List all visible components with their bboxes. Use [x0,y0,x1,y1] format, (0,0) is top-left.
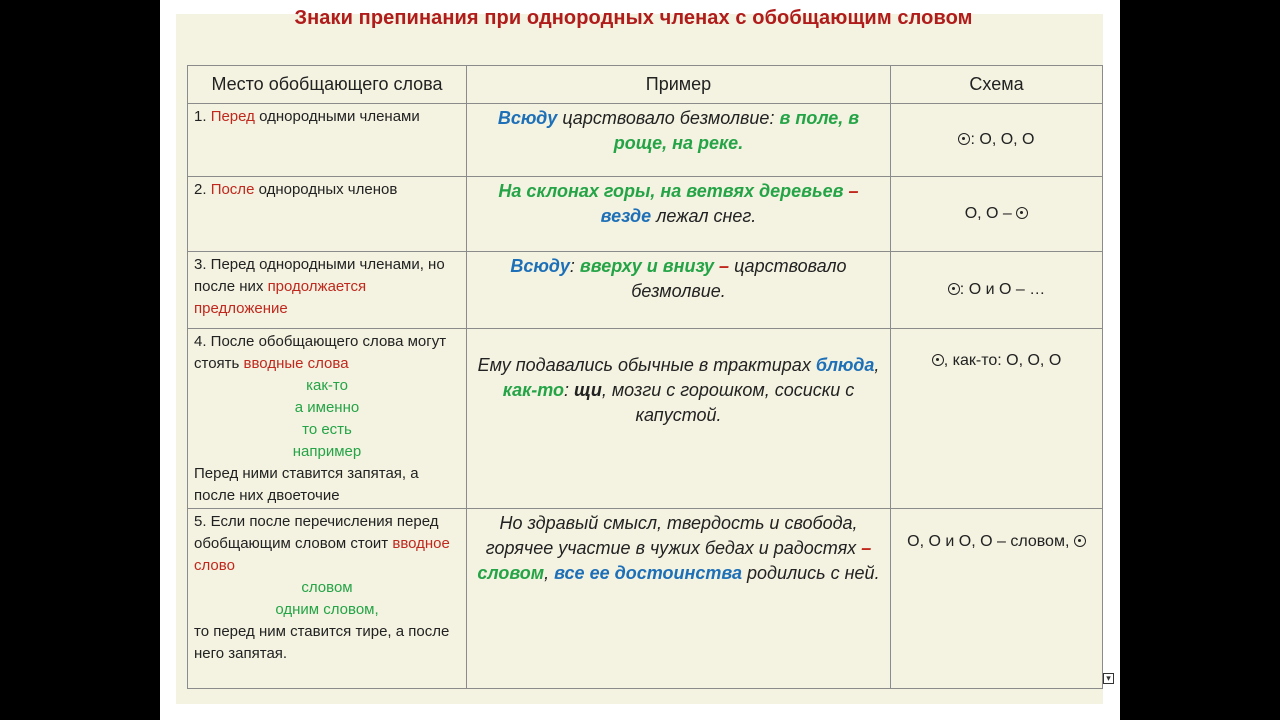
table-row [188,329,1103,509]
introductory-word: словом [301,579,353,596]
introductory-word: то есть [302,421,352,438]
punctuation: : [563,380,574,400]
general-word-icon [1074,535,1086,547]
rule-number: 2. [194,181,211,198]
slide [160,0,1120,720]
introductory-word: одним словом, [275,601,379,618]
rule-keyword: продолжается предложение [194,278,367,317]
example-text: царствовало безмолвие. [631,256,847,301]
punctuation: – [714,256,735,276]
rule-text: 4. После обобщающего слова могут стоять [194,333,447,372]
scheme-cell [891,104,1103,177]
introductory-word: а именно [294,399,360,416]
rule-text: то перед ним ставится тире, а после него запятая. [194,623,450,662]
rule-keyword: Перед [210,108,255,125]
introductory-word: как-то [306,377,348,394]
punctuation: : [569,256,580,276]
scheme-text: О, О и О, О – словом, [907,533,1074,550]
example-text: царствовало безмолвие [557,108,770,128]
example-cell [467,104,891,177]
place-cell [188,329,467,509]
place-cell [188,509,467,689]
example-text: Ему подавались обычные в трактирах [477,355,816,375]
general-word-icon [932,354,944,366]
scheme-cell [891,252,1103,329]
scheme-text: : О, О, О [970,131,1035,148]
scheme-cell [891,177,1103,252]
example-text: , мозги с горошком, сосиски с капустой. [601,380,855,425]
rule-text: 3. Перед однородными членами, но после них [194,256,445,295]
rule-keyword: После [210,181,255,198]
scheme-text: : О и О – … [959,281,1046,298]
general-word: везде [600,206,652,226]
rule-text: 5. Если после перечисления перед обобщающим словом стоит [194,513,439,552]
table-row [188,104,1103,177]
homogeneous-members: в поле, в роще, на реке. [613,108,860,153]
header-scheme: Схема [891,66,1103,104]
table-row [188,252,1103,329]
punctuation: , [874,355,880,375]
general-word: Всюду [510,256,570,276]
general-word: Всюду [497,108,558,128]
table-row [188,177,1103,252]
rule-number: 1. [194,108,211,125]
general-word: все ее достоинства [554,563,743,583]
resize-handle-icon[interactable]: ▾ [1103,673,1114,684]
place-cell [188,104,467,177]
introductory-word: словом [477,563,545,583]
general-word-icon [948,283,960,295]
introductory-word: например [292,443,362,460]
slide-title: Знаки препинания при однородных членах с обобщающим словом [294,7,973,29]
scheme-text: О, О – [964,205,1017,222]
example-cell [467,509,891,689]
general-word: блюда [815,355,875,375]
introductory-word: как-то [502,380,564,400]
general-word-icon [958,133,970,145]
rule-text: однородных членов [254,181,398,198]
scheme-cell [891,509,1103,689]
place-cell [188,252,467,329]
place-cell [188,177,467,252]
example-cell [467,329,891,509]
homogeneous-members: щи [573,380,602,400]
punctuation: – [861,538,872,558]
rules-table [187,65,1103,689]
homogeneous-members: На склонах горы, на ветвях деревьев [498,181,844,201]
scheme-text: , как-то: О, О, О [943,352,1062,369]
example-cell [467,252,891,329]
general-word-icon [1016,207,1028,219]
header-place: Место обобщающего слова [188,66,467,104]
example-text: лежал снег. [651,206,757,226]
scheme-cell [891,329,1103,509]
punctuation: : [769,108,780,128]
punctuation: – [843,181,859,201]
table-row [188,509,1103,689]
rule-keyword: вводные слова [243,355,349,372]
example-cell [467,177,891,252]
example-text: Но здравый смысл, твердость и свобода, горячее участие в чужих бедах и радостях [485,513,862,558]
example-text: родились с ней. [742,563,880,583]
rule-keyword: вводное слово [194,535,450,574]
punctuation: , [544,563,555,583]
rule-text: Перед ними ставится запятая, а после них двоеточие [194,465,419,504]
rule-text: однородными членами [254,108,420,125]
homogeneous-members: вверху и внизу [579,256,715,276]
table-header-row [188,66,1103,104]
header-example: Пример [467,66,891,104]
